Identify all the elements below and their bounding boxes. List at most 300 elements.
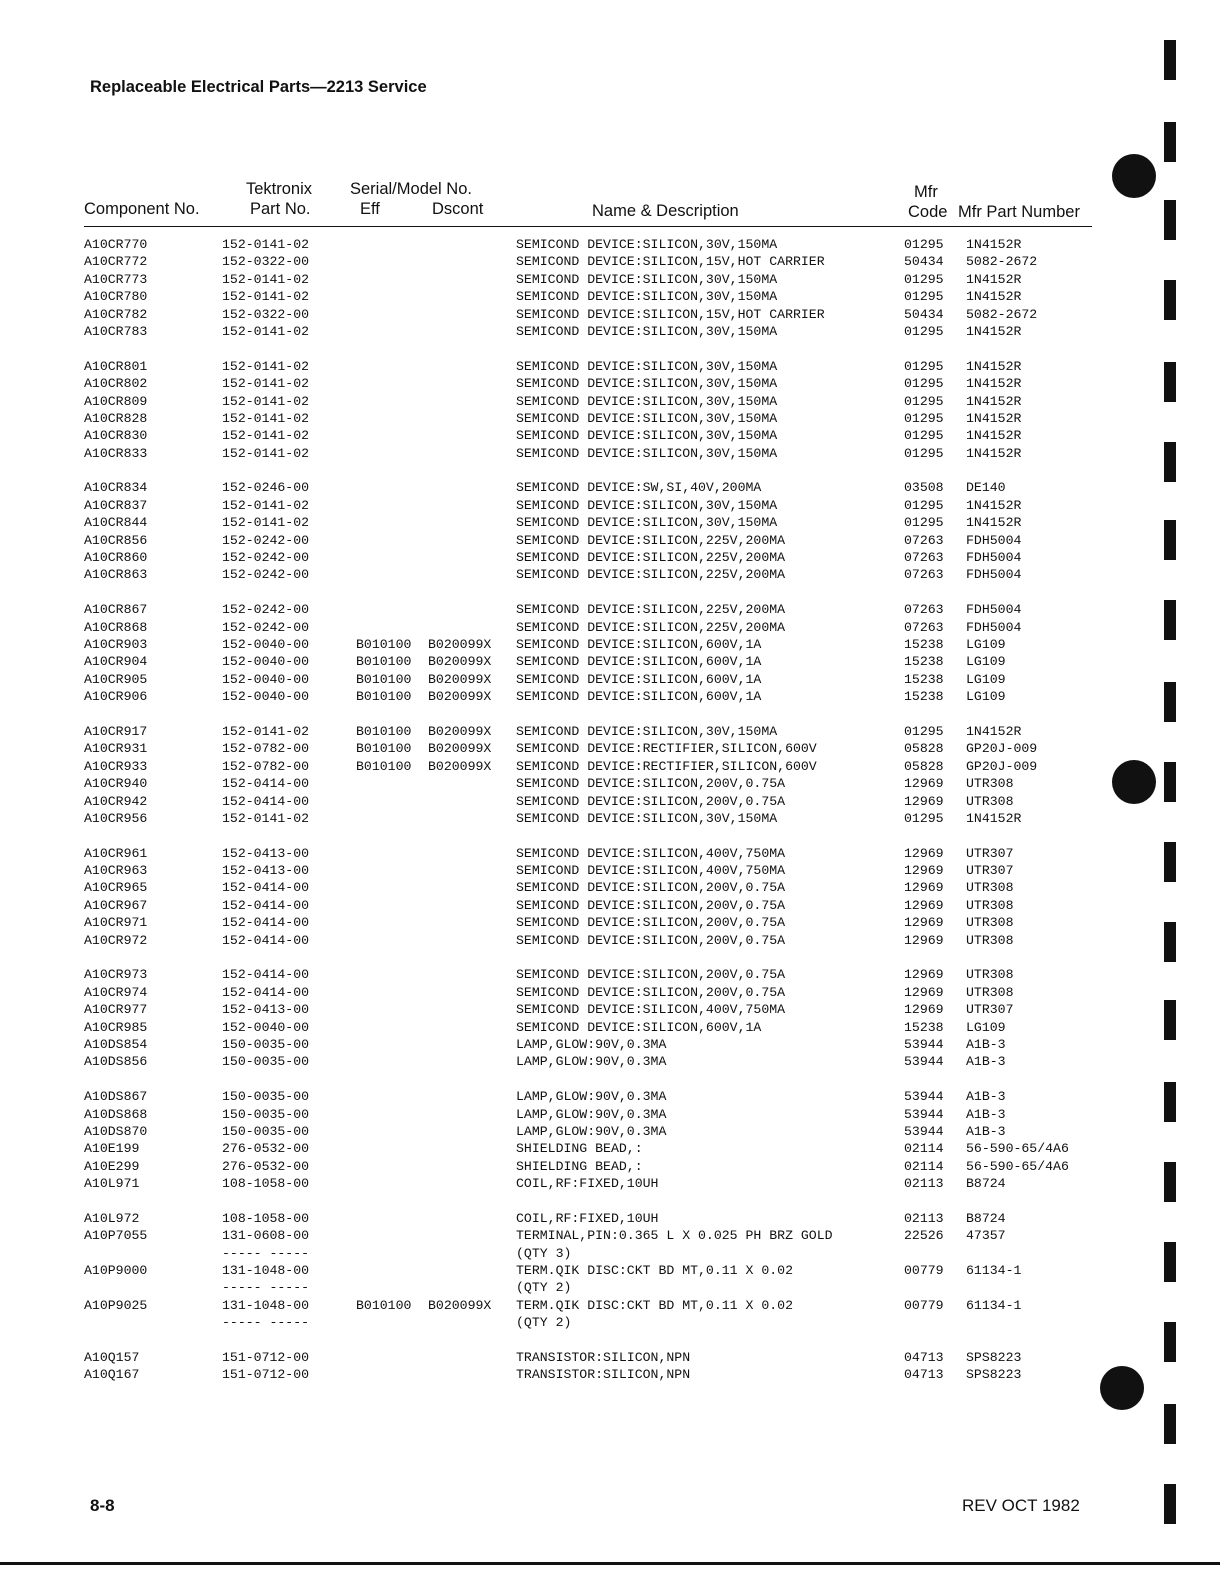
component-no: A10CR963 — [84, 863, 148, 879]
component-no: A10CR942 — [84, 793, 148, 809]
name-description: SEMICOND DEVICE:SILICON,200V,0.75A — [516, 984, 786, 1000]
component-no: A10CR985 — [84, 1019, 148, 1035]
name-description: SEMICOND DEVICE:SILICON,400V,750MA — [516, 845, 786, 861]
table-row — [0, 845, 1220, 862]
serial-dscont: B020099X — [428, 654, 492, 670]
mfr-part-number: GP20J-009 — [966, 758, 1038, 774]
table-row — [0, 1123, 1220, 1140]
component-no: A10CR972 — [84, 932, 148, 948]
name-description: SEMICOND DEVICE:SILICON,30V,150MA — [516, 515, 778, 531]
tektronix-part-no: 152-0242-00 — [222, 602, 310, 618]
header-rule — [84, 226, 1092, 227]
serial-dscont: B020099X — [428, 689, 492, 705]
header-dscont: Dscont — [432, 200, 484, 218]
mfr-code: 15238 — [904, 689, 944, 705]
component-no: A10CR940 — [84, 776, 148, 792]
name-description: (QTY 2) — [516, 1280, 572, 1296]
mfr-part-number: 61134-1 — [966, 1263, 1022, 1279]
mfr-code: 04713 — [904, 1350, 944, 1365]
table-row — [0, 688, 1220, 705]
table-row — [0, 514, 1220, 531]
name-description: SEMICOND DEVICE:SILICON,200V,0.75A — [516, 897, 786, 913]
revision-date: REV OCT 1982 — [962, 1496, 1080, 1515]
serial-eff: B010100 — [356, 723, 412, 739]
tektronix-part-no: 150-0035-00 — [222, 1089, 310, 1105]
component-no: A10CR856 — [84, 532, 148, 548]
table-row — [0, 1175, 1220, 1192]
margin-bar — [1164, 1322, 1176, 1362]
tektronix-part-no: 152-0141-02 — [222, 515, 310, 531]
mfr-code: 01295 — [904, 289, 944, 305]
mfr-code: 00779 — [904, 1297, 944, 1313]
mfr-part-number: 1N4152R — [966, 515, 1022, 531]
margin-bar — [1164, 1484, 1176, 1524]
table-row — [0, 375, 1220, 392]
table-row — [0, 1245, 1220, 1262]
table-row — [0, 1036, 1220, 1053]
component-no: A10E299 — [84, 1158, 140, 1174]
component-no: A10CR782 — [84, 306, 148, 322]
mfr-code: 02113 — [904, 1176, 944, 1192]
name-description: SEMICOND DEVICE:SILICON,225V,200MA — [516, 550, 786, 566]
mfr-part-number: A1B-3 — [966, 1106, 1006, 1122]
component-no: A10CR965 — [84, 880, 148, 896]
serial-eff: B010100 — [356, 636, 412, 652]
component-no: A10CR867 — [84, 602, 148, 618]
tektronix-part-no: 131-0608-00 — [222, 1228, 310, 1244]
mfr-part-number: 1N4152R — [966, 271, 1022, 287]
margin-bar — [1164, 40, 1176, 80]
mfr-part-number: DE140 — [966, 480, 1006, 496]
header-mfr-part-number: Mfr Part Number — [958, 203, 1080, 221]
mfr-part-number: UTR308 — [966, 915, 1014, 931]
mfr-part-number: A1B-3 — [966, 1036, 1006, 1052]
tektronix-part-no: 276-0532-00 — [222, 1141, 310, 1157]
margin-bar — [1164, 1162, 1176, 1202]
page-title: Replaceable Electrical Parts—2213 Service — [90, 78, 427, 96]
component-no: A10Q157 — [84, 1350, 140, 1365]
name-description: SEMICOND DEVICE:SILICON,225V,200MA — [516, 602, 786, 618]
tektronix-part-no: 152-0414-00 — [222, 984, 310, 1000]
header-mfr: Mfr — [914, 183, 938, 201]
tektronix-part-no: 152-0141-02 — [222, 323, 310, 339]
tektronix-part-no: ----- ----- — [222, 1280, 310, 1296]
table-row — [0, 1019, 1220, 1036]
component-no: A10CR830 — [84, 428, 148, 444]
serial-eff: B010100 — [356, 671, 412, 687]
name-description: SEMICOND DEVICE:SILICON,400V,750MA — [516, 863, 786, 879]
name-description: TERM.QIK DISC:CKT BD MT,0.11 X 0.02 — [516, 1297, 793, 1313]
component-no: A10CR772 — [84, 254, 148, 270]
tektronix-part-no: 108-1058-00 — [222, 1176, 310, 1192]
mfr-part-number: UTR308 — [966, 932, 1014, 948]
component-no: A10P9000 — [84, 1263, 148, 1279]
component-no: A10CR956 — [84, 810, 148, 826]
component-no: A10DS868 — [84, 1106, 148, 1122]
table-row — [0, 810, 1220, 827]
name-description: SEMICOND DEVICE:SILICON,30V,150MA — [516, 323, 778, 339]
component-no: A10CR773 — [84, 271, 148, 287]
tektronix-part-no: 152-0141-02 — [222, 376, 310, 392]
mfr-part-number: 56-590-65/4A6 — [966, 1158, 1069, 1174]
component-no: A10CR973 — [84, 967, 148, 983]
name-description: SEMICOND DEVICE:SILICON,600V,1A — [516, 636, 762, 652]
name-description: SEMICOND DEVICE:SILICON,30V,150MA — [516, 810, 778, 826]
tektronix-part-no: 152-0414-00 — [222, 776, 310, 792]
name-description: SEMICOND DEVICE:SILICON,30V,150MA — [516, 410, 778, 426]
mfr-code: 50434 — [904, 306, 944, 322]
mfr-code: 01295 — [904, 515, 944, 531]
page-number: 8-8 — [90, 1496, 115, 1515]
mfr-part-number: UTR308 — [966, 967, 1014, 983]
mfr-code: 01295 — [904, 376, 944, 392]
tektronix-part-no: 152-0246-00 — [222, 480, 310, 496]
mfr-part-number: A1B-3 — [966, 1123, 1006, 1139]
serial-dscont: B020099X — [428, 758, 492, 774]
tektronix-part-no: 152-0414-00 — [222, 967, 310, 983]
mfr-part-number: UTR307 — [966, 1002, 1014, 1018]
tektronix-part-no: 152-0141-02 — [222, 428, 310, 444]
table-row — [0, 601, 1220, 618]
component-no: A10Q167 — [84, 1367, 140, 1383]
component-no: A10DS870 — [84, 1123, 148, 1139]
serial-dscont: B020099X — [428, 636, 492, 652]
tektronix-part-no: 152-0040-00 — [222, 654, 310, 670]
table-row — [0, 1297, 1220, 1314]
table-row — [0, 549, 1220, 566]
mfr-code: 00779 — [904, 1263, 944, 1279]
header-name-description: Name & Description — [592, 202, 739, 220]
header-eff: Eff — [360, 200, 380, 218]
margin-bar — [1164, 200, 1176, 240]
name-description: TRANSISTOR:SILICON,NPN — [516, 1350, 691, 1365]
table-row — [0, 358, 1220, 375]
tektronix-part-no: 152-0414-00 — [222, 932, 310, 948]
tektronix-part-no: 150-0035-00 — [222, 1106, 310, 1122]
component-no: A10CR834 — [84, 480, 148, 496]
table-row — [0, 271, 1220, 288]
mfr-part-number: 1N4152R — [966, 323, 1022, 339]
mfr-part-number: 1N4152R — [966, 393, 1022, 409]
mfr-code: 02114 — [904, 1141, 944, 1157]
table-row — [0, 236, 1220, 253]
mfr-code: 01295 — [904, 393, 944, 409]
table-row — [0, 984, 1220, 1001]
margin-bar — [1164, 122, 1176, 162]
mfr-part-number: 5082-2672 — [966, 254, 1038, 270]
tektronix-part-no: 152-0040-00 — [222, 689, 310, 705]
mfr-part-number: 1N4152R — [966, 237, 1022, 252]
table-row — [0, 253, 1220, 270]
tektronix-part-no: 152-0413-00 — [222, 845, 310, 861]
tektronix-part-no: 151-0712-00 — [222, 1350, 310, 1365]
table-row — [0, 1366, 1220, 1383]
tektronix-part-no: 152-0040-00 — [222, 636, 310, 652]
table-row — [0, 410, 1220, 427]
mfr-part-number: UTR308 — [966, 776, 1014, 792]
tektronix-part-no: 150-0035-00 — [222, 1036, 310, 1052]
component-no: A10CR783 — [84, 323, 148, 339]
table-row — [0, 758, 1220, 775]
margin-bar — [1164, 520, 1176, 560]
mfr-code: 12969 — [904, 793, 944, 809]
tektronix-part-no: 152-0141-02 — [222, 393, 310, 409]
margin-bar — [1164, 1000, 1176, 1040]
component-no: A10L971 — [84, 1176, 140, 1192]
mfr-code: 02114 — [904, 1158, 944, 1174]
serial-dscont: B020099X — [428, 1297, 492, 1313]
component-no: A10DS854 — [84, 1036, 148, 1052]
table-row — [0, 619, 1220, 636]
component-no: A10CR801 — [84, 358, 148, 374]
mfr-code: 12969 — [904, 897, 944, 913]
tektronix-part-no: ----- ----- — [222, 1245, 310, 1261]
component-no: A10L972 — [84, 1210, 140, 1226]
name-description: TERM.QIK DISC:CKT BD MT,0.11 X 0.02 — [516, 1263, 793, 1279]
component-no: A10CR933 — [84, 758, 148, 774]
name-description: SEMICOND DEVICE:RECTIFIER,SILICON,600V — [516, 758, 817, 774]
mfr-code: 12969 — [904, 776, 944, 792]
mfr-code: 12969 — [904, 1002, 944, 1018]
tektronix-part-no: 152-0141-02 — [222, 723, 310, 739]
tektronix-part-no: 152-0141-02 — [222, 271, 310, 287]
name-description: SEMICOND DEVICE:SILICON,30V,150MA — [516, 723, 778, 739]
mfr-part-number: B8724 — [966, 1176, 1006, 1192]
mfr-part-number: 61134-1 — [966, 1297, 1022, 1313]
tektronix-part-no: 152-0141-02 — [222, 810, 310, 826]
table-row — [0, 1106, 1220, 1123]
tektronix-part-no: 152-0414-00 — [222, 915, 310, 931]
mfr-part-number: FDH5004 — [966, 532, 1022, 548]
name-description: SEMICOND DEVICE:SILICON,30V,150MA — [516, 393, 778, 409]
parts-list — [0, 236, 1220, 1384]
name-description: (QTY 2) — [516, 1315, 572, 1331]
serial-dscont: B020099X — [428, 671, 492, 687]
mfr-part-number: LG109 — [966, 636, 1006, 652]
component-no: A10CR977 — [84, 1002, 148, 1018]
table-row — [0, 966, 1220, 983]
component-no: A10CR971 — [84, 915, 148, 931]
tektronix-part-no: 152-0322-00 — [222, 254, 310, 270]
table-row — [0, 897, 1220, 914]
component-no: A10CR868 — [84, 619, 148, 635]
header-component-no: Component No. — [84, 200, 200, 218]
mfr-part-number: 1N4152R — [966, 497, 1022, 513]
name-description: TRANSISTOR:SILICON,NPN — [516, 1367, 691, 1383]
mfr-code: 01295 — [904, 271, 944, 287]
mfr-code: 12969 — [904, 845, 944, 861]
tektronix-part-no: 152-0413-00 — [222, 1002, 310, 1018]
margin-bar — [1164, 682, 1176, 722]
table-row — [0, 445, 1220, 462]
name-description: LAMP,GLOW:90V,0.3MA — [516, 1054, 667, 1070]
margin-bar — [1164, 1404, 1176, 1444]
table-row — [0, 862, 1220, 879]
table-row — [0, 914, 1220, 931]
mfr-code: 01295 — [904, 445, 944, 461]
component-no: A10DS856 — [84, 1054, 148, 1070]
table-row — [0, 1314, 1220, 1331]
tektronix-part-no: 152-0414-00 — [222, 880, 310, 896]
name-description: SEMICOND DEVICE:SILICON,200V,0.75A — [516, 880, 786, 896]
table-row — [0, 740, 1220, 757]
name-description: SEMICOND DEVICE:SILICON,30V,150MA — [516, 428, 778, 444]
mfr-code: 05828 — [904, 758, 944, 774]
mfr-part-number: FDH5004 — [966, 619, 1022, 635]
name-description: TERMINAL,PIN:0.365 L X 0.025 PH BRZ GOLD — [516, 1228, 833, 1244]
name-description: SEMICOND DEVICE:SILICON,15V,HOT CARRIER — [516, 306, 825, 322]
table-row — [0, 653, 1220, 670]
table-row — [0, 671, 1220, 688]
table-row — [0, 932, 1220, 949]
name-description: SEMICOND DEVICE:SILICON,200V,0.75A — [516, 967, 786, 983]
tektronix-part-no: 152-0040-00 — [222, 671, 310, 687]
component-no: A10CR961 — [84, 845, 148, 861]
name-description: LAMP,GLOW:90V,0.3MA — [516, 1089, 667, 1105]
mfr-part-number: UTR307 — [966, 845, 1014, 861]
mfr-code: 04713 — [904, 1367, 944, 1383]
mfr-code: 01295 — [904, 410, 944, 426]
table-row — [0, 497, 1220, 514]
tektronix-part-no: 152-0413-00 — [222, 863, 310, 879]
tektronix-part-no: 152-0040-00 — [222, 1019, 310, 1035]
tektronix-part-no: 152-0782-00 — [222, 758, 310, 774]
mfr-code: 03508 — [904, 480, 944, 496]
header-mfr-code: Code — [908, 203, 948, 221]
mfr-part-number: GP20J-009 — [966, 741, 1038, 757]
name-description: SEMICOND DEVICE:SILICON,200V,0.75A — [516, 915, 786, 931]
mfr-code: 53944 — [904, 1106, 944, 1122]
table-row — [0, 1088, 1220, 1105]
name-description: COIL,RF:FIXED,10UH — [516, 1210, 659, 1226]
mfr-code: 12969 — [904, 915, 944, 931]
name-description: COIL,RF:FIXED,10UH — [516, 1176, 659, 1192]
tektronix-part-no: 152-0141-02 — [222, 289, 310, 305]
name-description: SEMICOND DEVICE:SILICON,30V,150MA — [516, 497, 778, 513]
table-row — [0, 1053, 1220, 1070]
mfr-part-number: UTR308 — [966, 880, 1014, 896]
component-no: A10CR809 — [84, 393, 148, 409]
serial-eff: B010100 — [356, 741, 412, 757]
component-no: A10E199 — [84, 1141, 140, 1157]
component-no: A10CR974 — [84, 984, 148, 1000]
mfr-code: 02113 — [904, 1210, 944, 1226]
mfr-part-number: 1N4152R — [966, 289, 1022, 305]
table-row — [0, 1210, 1220, 1227]
mfr-code: 15238 — [904, 654, 944, 670]
serial-dscont: B020099X — [428, 723, 492, 739]
tektronix-part-no: 152-0414-00 — [222, 793, 310, 809]
component-no: A10CR860 — [84, 550, 148, 566]
name-description: SEMICOND DEVICE:SILICON,30V,150MA — [516, 445, 778, 461]
table-row — [0, 1158, 1220, 1175]
margin-bar — [1164, 842, 1176, 882]
margin-bar — [1164, 762, 1176, 802]
mfr-code: 50434 — [904, 254, 944, 270]
mfr-code: 07263 — [904, 550, 944, 566]
margin-bar — [1164, 600, 1176, 640]
name-description: SEMICOND DEVICE:SILICON,30V,150MA — [516, 358, 778, 374]
mfr-code: 12969 — [904, 967, 944, 983]
table-row — [0, 306, 1220, 323]
mfr-code: 15238 — [904, 671, 944, 687]
table-row — [0, 1262, 1220, 1279]
mfr-code: 22526 — [904, 1228, 944, 1244]
component-no: A10CR917 — [84, 723, 148, 739]
mfr-part-number: LG109 — [966, 654, 1006, 670]
tektronix-part-no: 152-0141-02 — [222, 237, 310, 252]
margin-bar — [1164, 362, 1176, 402]
name-description: SEMICOND DEVICE:SILICON,200V,0.75A — [516, 793, 786, 809]
mfr-code: 53944 — [904, 1036, 944, 1052]
tektronix-part-no: 152-0141-02 — [222, 410, 310, 426]
table-row — [0, 1279, 1220, 1296]
name-description: SEMICOND DEVICE:SILICON,200V,0.75A — [516, 776, 786, 792]
name-description: SEMICOND DEVICE:SILICON,30V,150MA — [516, 237, 778, 252]
component-no: A10CR967 — [84, 897, 148, 913]
name-description: SEMICOND DEVICE:RECTIFIER,SILICON,600V — [516, 741, 817, 757]
component-no: A10CR844 — [84, 515, 148, 531]
tektronix-part-no: 152-0141-02 — [222, 358, 310, 374]
table-row — [0, 479, 1220, 496]
table-row — [0, 775, 1220, 792]
mfr-code: 01295 — [904, 497, 944, 513]
mfr-code: 53944 — [904, 1089, 944, 1105]
component-no: A10CR828 — [84, 410, 148, 426]
component-no: A10CR837 — [84, 497, 148, 513]
margin-bar — [1164, 1242, 1176, 1282]
punch-hole — [1112, 154, 1156, 198]
mfr-part-number: 1N4152R — [966, 376, 1022, 392]
mfr-part-number: UTR308 — [966, 984, 1014, 1000]
table-row — [0, 566, 1220, 583]
tektronix-part-no: ----- ----- — [222, 1315, 310, 1331]
punch-hole — [1100, 1366, 1144, 1410]
component-no: A10CR903 — [84, 636, 148, 652]
tektronix-part-no: 131-1048-00 — [222, 1297, 310, 1313]
tektronix-part-no: 150-0035-00 — [222, 1054, 310, 1070]
tektronix-part-no: 152-0242-00 — [222, 532, 310, 548]
name-description: SEMICOND DEVICE:SILICON,30V,150MA — [516, 376, 778, 392]
table-row — [0, 723, 1220, 740]
table-row — [0, 1001, 1220, 1018]
tektronix-part-no: 152-0782-00 — [222, 741, 310, 757]
table-row — [0, 288, 1220, 305]
tektronix-part-no: 152-0414-00 — [222, 897, 310, 913]
component-no: A10P7055 — [84, 1228, 148, 1244]
component-no: A10CR931 — [84, 741, 148, 757]
header-part-no: Part No. — [250, 200, 311, 218]
tektronix-part-no: 152-0141-02 — [222, 497, 310, 513]
table-row — [0, 1349, 1220, 1366]
name-description: (QTY 3) — [516, 1245, 572, 1261]
mfr-code: 15238 — [904, 1019, 944, 1035]
table-row — [0, 393, 1220, 410]
tektronix-part-no: 152-0242-00 — [222, 567, 310, 583]
mfr-part-number: 1N4152R — [966, 723, 1022, 739]
mfr-part-number: LG109 — [966, 671, 1006, 687]
mfr-code: 01295 — [904, 237, 944, 252]
mfr-code: 12969 — [904, 932, 944, 948]
tektronix-part-no: 151-0712-00 — [222, 1367, 310, 1383]
mfr-part-number: FDH5004 — [966, 602, 1022, 618]
component-no: A10CR833 — [84, 445, 148, 461]
mfr-code: 15238 — [904, 636, 944, 652]
mfr-code: 12969 — [904, 863, 944, 879]
mfr-code: 12969 — [904, 984, 944, 1000]
serial-eff: B010100 — [356, 654, 412, 670]
component-no: A10CR904 — [84, 654, 148, 670]
